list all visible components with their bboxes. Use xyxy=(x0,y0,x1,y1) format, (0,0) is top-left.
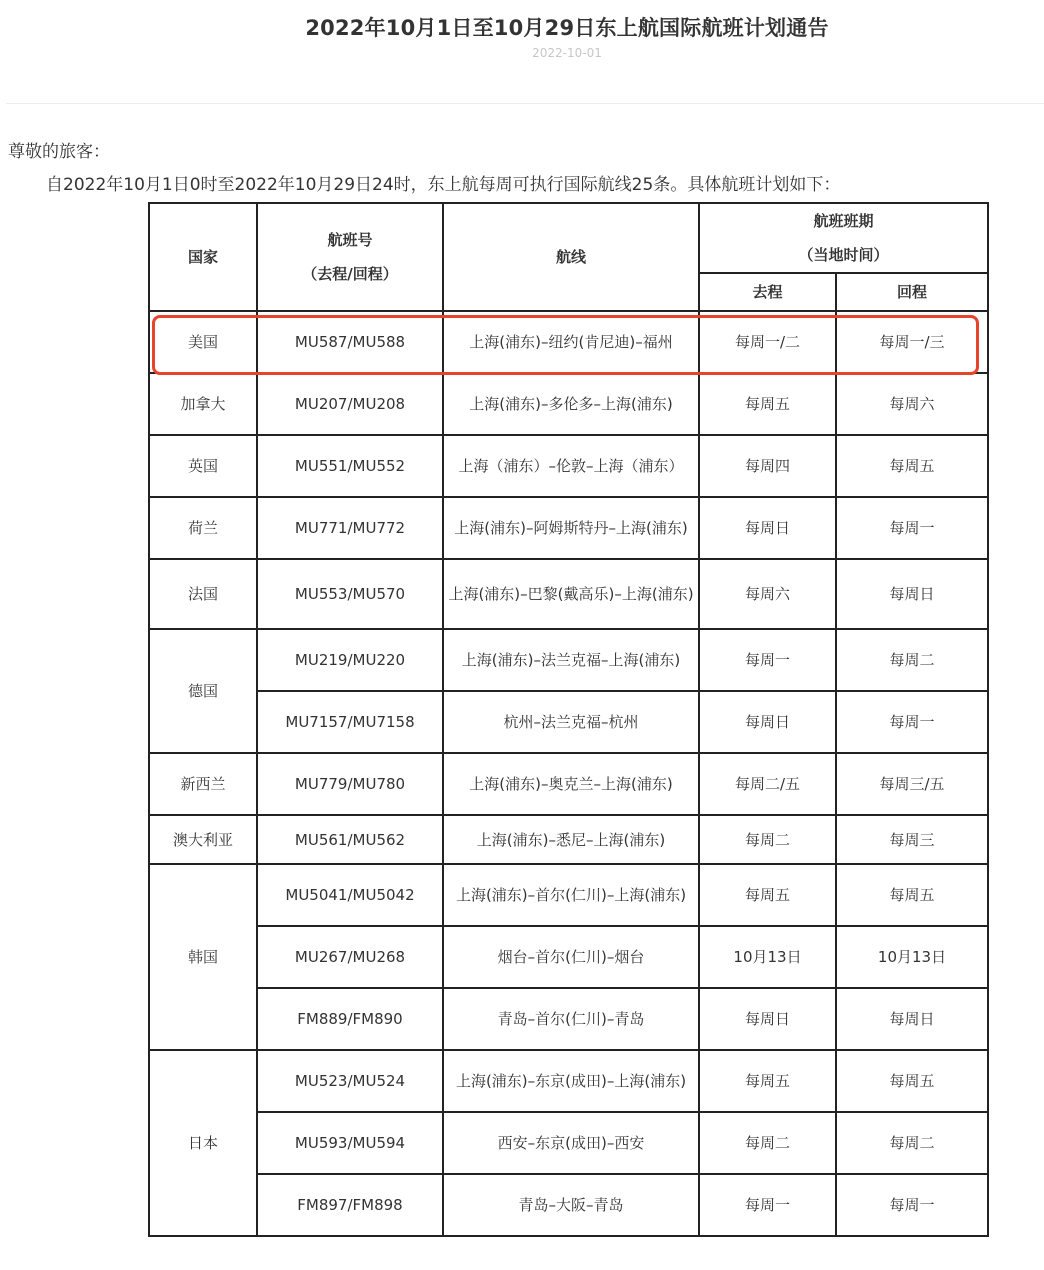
cell-route: 上海(浦东)–法兰克福–上海(浦东) xyxy=(443,629,699,691)
cell-inbound: 每周一/三 xyxy=(836,311,988,373)
cell-route: 杭州–法兰克福–杭州 xyxy=(443,691,699,753)
table-row xyxy=(149,1174,988,1236)
cell-country: 澳大利亚 xyxy=(149,815,257,864)
cell-outbound: 每周五 xyxy=(699,373,836,435)
cell-inbound: 每周日 xyxy=(836,988,988,1050)
table-header-row xyxy=(149,203,988,273)
flight-schedule-table xyxy=(148,202,989,1237)
cell-country: 韩国 xyxy=(149,864,257,1050)
cell-outbound: 每周一/二 xyxy=(699,311,836,373)
cell-route: 青岛–大阪–青岛 xyxy=(443,1174,699,1236)
cell-flight: MU523/MU524 xyxy=(257,1050,443,1112)
cell-country: 德国 xyxy=(149,629,257,753)
cell-route: 西安–东京(成田)–西安 xyxy=(443,1112,699,1174)
cell-country: 英国 xyxy=(149,435,257,497)
cell-country: 法国 xyxy=(149,559,257,629)
table-row xyxy=(149,988,988,1050)
cell-route: 上海(浦东)–纽约(肯尼迪)–福州 xyxy=(443,311,699,373)
cell-outbound: 每周一 xyxy=(699,629,836,691)
header-country: 国家 xyxy=(149,203,257,311)
table-row xyxy=(149,1112,988,1174)
cell-inbound: 每周二 xyxy=(836,629,988,691)
cell-route: 上海（浦东）–伦敦–上海（浦东） xyxy=(443,435,699,497)
article-date: 2022-10-01 xyxy=(532,46,602,60)
cell-flight: FM889/FM890 xyxy=(257,988,443,1050)
cell-country: 新西兰 xyxy=(149,753,257,815)
table-row xyxy=(149,629,988,691)
cell-flight: MU553/MU570 xyxy=(257,559,443,629)
table-row xyxy=(149,559,988,629)
cell-country: 加拿大 xyxy=(149,373,257,435)
table-row xyxy=(149,497,988,559)
table-row xyxy=(149,311,988,373)
cell-country: 日本 xyxy=(149,1050,257,1236)
table-row xyxy=(149,691,988,753)
cell-inbound: 每周六 xyxy=(836,373,988,435)
cell-outbound: 每周二 xyxy=(699,815,836,864)
cell-outbound: 每周四 xyxy=(699,435,836,497)
table-row xyxy=(149,1050,988,1112)
cell-inbound: 每周一 xyxy=(836,1174,988,1236)
cell-inbound: 每周五 xyxy=(836,1050,988,1112)
header-route: 航线 xyxy=(443,203,699,311)
cell-outbound: 每周六 xyxy=(699,559,836,629)
cell-flight: MU551/MU552 xyxy=(257,435,443,497)
table-row xyxy=(149,926,988,988)
cell-country: 美国 xyxy=(149,311,257,373)
cell-route: 上海(浦东)–首尔(仁川)–上海(浦东) xyxy=(443,864,699,926)
table-row xyxy=(149,864,988,926)
cell-inbound: 每周三 xyxy=(836,815,988,864)
header-outbound: 去程 xyxy=(699,273,836,311)
intro-paragraph: 自2022年10月1日0时至2022年10月29日24时，东上航每周可执行国际航线25条。具体航班计划如下： xyxy=(46,175,841,195)
cell-inbound: 每周日 xyxy=(836,559,988,629)
cell-route: 青岛–首尔(仁川)–青岛 xyxy=(443,988,699,1050)
header-schedule-sub: （当地时间） xyxy=(798,246,889,264)
table-row xyxy=(149,373,988,435)
cell-outbound: 每周二/五 xyxy=(699,753,836,815)
cell-inbound: 每周一 xyxy=(836,497,988,559)
cell-inbound: 每周二 xyxy=(836,1112,988,1174)
article-title: 2022年10月1日至10月29日东上航国际航班计划通告 xyxy=(305,16,829,40)
cell-outbound: 每周一 xyxy=(699,1174,836,1236)
cell-route: 上海(浦东)–东京(成田)–上海(浦东) xyxy=(443,1050,699,1112)
cell-flight: MU7157/MU7158 xyxy=(257,691,443,753)
cell-flight: MU207/MU208 xyxy=(257,373,443,435)
header-flight-no-sub: （去程/回程） xyxy=(302,265,398,283)
cell-flight: MU587/MU588 xyxy=(257,311,443,373)
cell-country: 荷兰 xyxy=(149,497,257,559)
cell-flight: MU5041/MU5042 xyxy=(257,864,443,926)
cell-route: 上海(浦东)–阿姆斯特丹–上海(浦东) xyxy=(443,497,699,559)
cell-flight: MU561/MU562 xyxy=(257,815,443,864)
cell-outbound: 每周二 xyxy=(699,1112,836,1174)
cell-outbound: 每周日 xyxy=(699,691,836,753)
divider xyxy=(6,103,1044,104)
cell-outbound: 每周五 xyxy=(699,1050,836,1112)
header-flight-no xyxy=(257,203,443,311)
cell-outbound: 每周五 xyxy=(699,864,836,926)
cell-inbound: 10月13日 xyxy=(836,926,988,988)
cell-inbound: 每周五 xyxy=(836,864,988,926)
table-row xyxy=(149,815,988,864)
table-row xyxy=(149,753,988,815)
cell-route: 上海(浦东)–多伦多–上海(浦东) xyxy=(443,373,699,435)
cell-inbound: 每周一 xyxy=(836,691,988,753)
cell-outbound: 每周日 xyxy=(699,497,836,559)
cell-route: 上海(浦东)–巴黎(戴高乐)–上海(浦东) xyxy=(443,559,699,629)
cell-flight: MU219/MU220 xyxy=(257,629,443,691)
cell-route: 上海(浦东)–奥克兰–上海(浦东) xyxy=(443,753,699,815)
header-flight-no-label: 航班号 xyxy=(327,231,373,249)
cell-outbound: 10月13日 xyxy=(699,926,836,988)
cell-flight: MU267/MU268 xyxy=(257,926,443,988)
cell-route: 烟台–首尔(仁川)–烟台 xyxy=(443,926,699,988)
header-schedule-label: 航班班期 xyxy=(813,212,874,230)
cell-flight: MU771/MU772 xyxy=(257,497,443,559)
cell-flight: MU593/MU594 xyxy=(257,1112,443,1174)
header-inbound: 回程 xyxy=(836,273,988,311)
cell-route: 上海(浦东)–悉尼–上海(浦东) xyxy=(443,815,699,864)
greeting: 尊敬的旅客： xyxy=(8,142,110,162)
cell-outbound: 每周日 xyxy=(699,988,836,1050)
cell-flight: MU779/MU780 xyxy=(257,753,443,815)
table-row xyxy=(149,435,988,497)
header-schedule xyxy=(699,203,988,273)
cell-flight: FM897/FM898 xyxy=(257,1174,443,1236)
cell-inbound: 每周三/五 xyxy=(836,753,988,815)
cell-inbound: 每周五 xyxy=(836,435,988,497)
